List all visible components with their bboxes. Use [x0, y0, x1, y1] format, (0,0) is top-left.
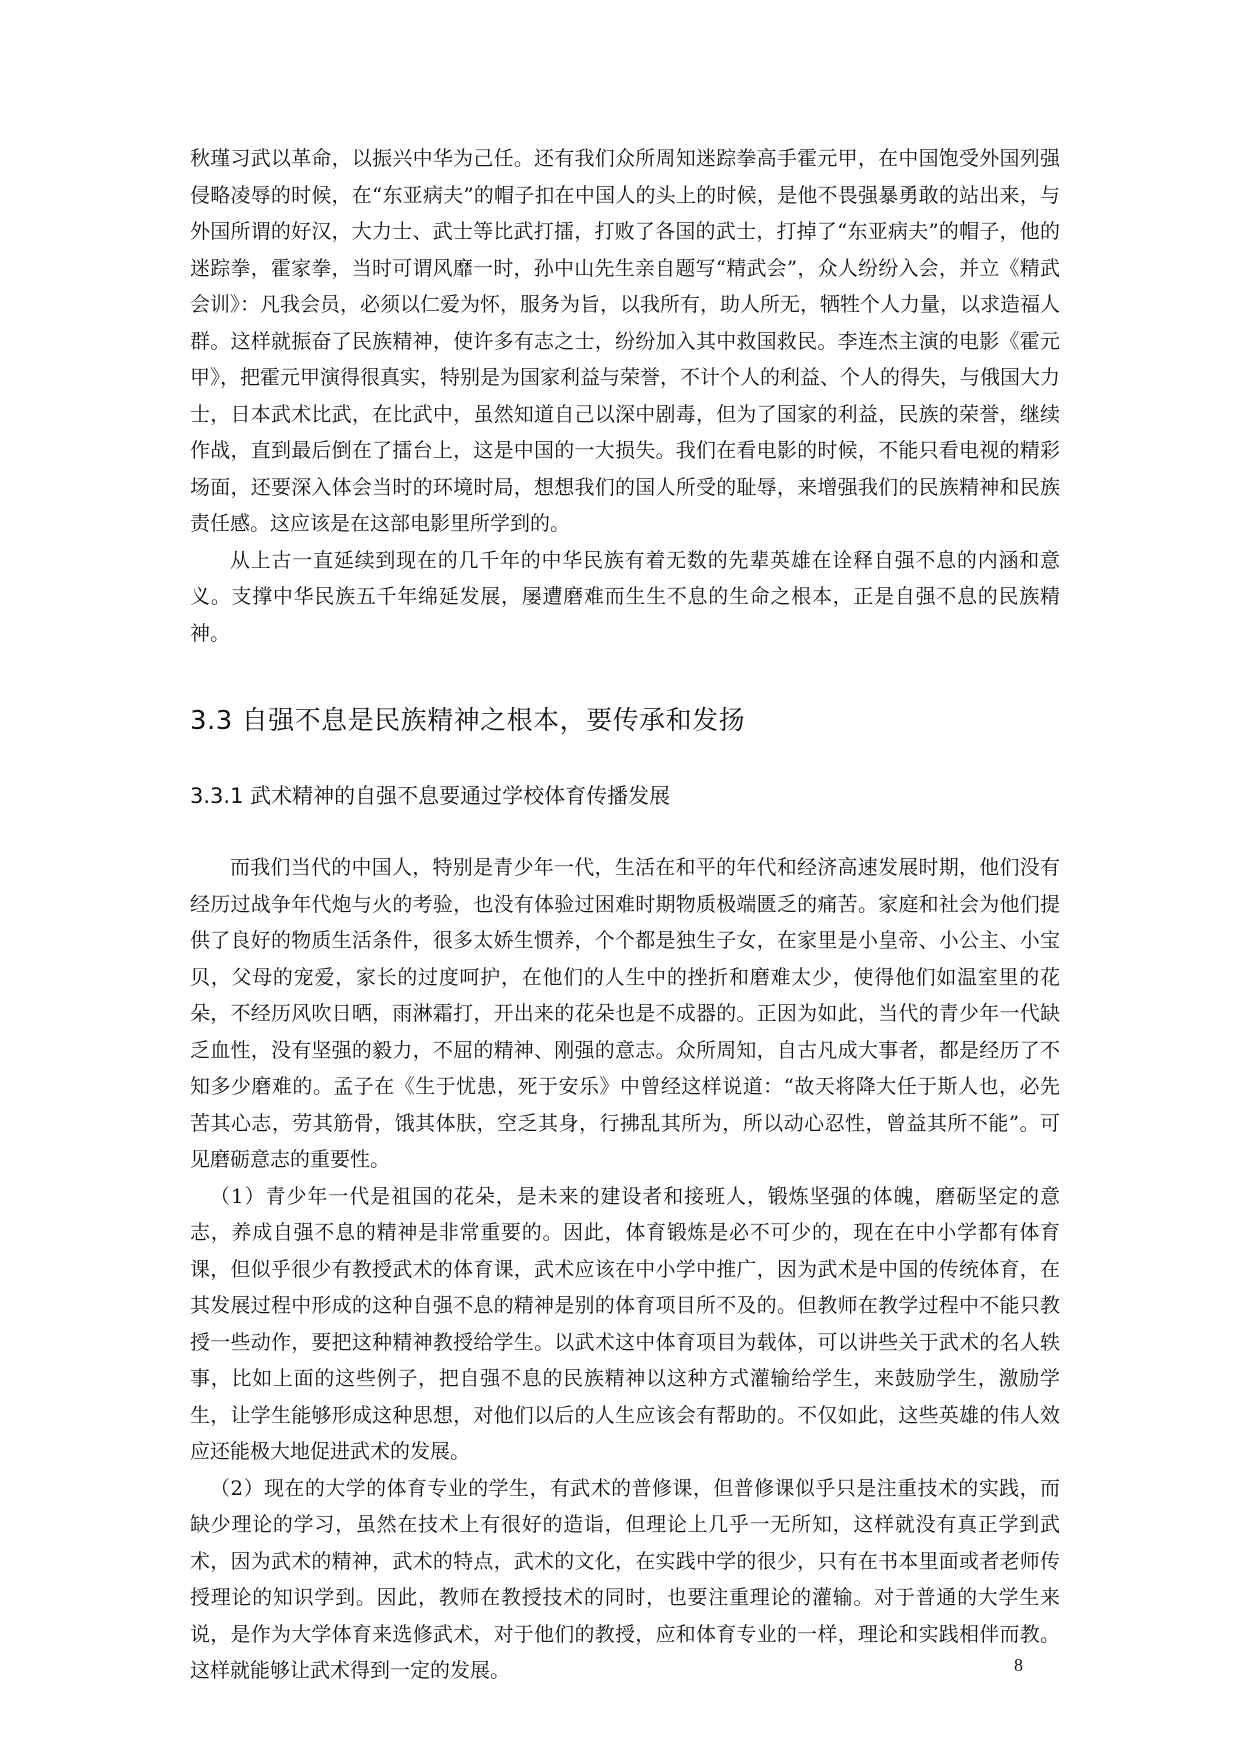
paragraph-item-1: （1）青少年一代是祖国的花朵，是未来的建设者和接班人，锻炼坚强的体魄，磨砺坚定的意志，养成自强不息的精神是非常重要的。因此，体育锻炼是必不可少的，现在在中小学都有体育课，但似乎很少有教授武术的体育课，武术应该在中小学中推广，因为武术是中国的传统体育，在其发展过程中形成的这种自强不息的精神是别的体育项目所不及的。但教师在教学过程中不能只教授一些动作，要把这种精神教授给学生。以武术这中体育项目为载体，可以讲些关于武术的名人轶事，比如上面的这些例子，把自强不息的民族精神以这种方式灌输给学生，来鼓励学生，激励学生，让学生能够形成这种思想，对他们以后的人生应该会有帮助的。不仅如此，这些英雄的伟人效应还能极大地促进武术的发展。: [190, 1183, 1060, 1463]
paragraph-item-2: （2）现在的大学的体育专业的学生，有武术的普修课，但普修课似乎只是注重技术的实践，而缺少理论的学习，虽然在技术上有很好的造诣，但理论上几乎一无所知，这样就没有真正学到武术，因为武术的精神，武术的特点，武术的文化，在实践中学的很少，只有在书本里面或者老师传授理论的知识学到。因此，教师在教授技术的同时，也要注重理论的灌输。对于普通的大学生来说，是作为大学体育来选修武术，对于他们的教授，应和体育专业的一样，理论和实践相伴而教。这样就能够让武术得到一定的发展。: [190, 1475, 1060, 1682]
subsection-heading: 3.3.1 武术精神的自强不息要通过学校体育传播发展: [190, 784, 671, 808]
page-body: [190, 140, 1060, 1689]
paragraph-summary: 从上古一直延续到现在的几千年的中华民族有着无数的先辈英雄在诠释自强不息的内涵和意义。支撑中华民族五千年绵延发展，屡遭磨难而生生不息的生命之根本，正是自强不息的民族精神。: [190, 547, 1060, 645]
section-heading: 3.3 自强不息是民族精神之根本，要传承和发扬: [190, 706, 746, 736]
paragraph-intro: 而我们当代的中国人，特别是青少年一代，生活在和平的年代和经济高速发展时期，他们没有经历过战争年代炮与火的考验，也没有体验过困难时期物质极端匮乏的痛苦。家庭和社会为他们提供了良好的物质生活条件，很多太娇生惯养，个个都是独生子女，在家里是小皇帝、小公主、小宝贝，父母的宠爱，家长的过度呵护，在他们的人生中的挫折和磨难太少，使得他们如温室里的花朵，不经历风吹日晒，雨淋霜打，开出来的花朵也是不成器的。正因为如此，当代的青少年一代缺乏血性，没有坚强的毅力，不屈的精神、刚强的意志。众所周知，自古凡成大事者，都是经历了不知多少磨难的。孟子在《生于忧患，死于安乐》中曾经这样说道：“故天将降大任于斯人也，必先苦其心志，劳其筋骨，饿其体肤，空乏其身，行拂乱其所为，所以动心忍性，曾益其所不能”。可见磨砺意志的重要性。: [190, 855, 1060, 1171]
paragraph-continuation: 秋瑾习武以革命，以振兴中华为己任。还有我们众所周知迷踪拳高手霍元甲，在中国饱受外国列强侵略凌辱的时候，在“东亚病夫”的帽子扣在中国人的头上的时候，是他不畏强暴勇敢的站出来，与外国所谓的好汉，大力士、武士等比武打擂，打败了各国的武士，打掉了“东亚病夫”的帽子，他的迷踪拳，霍家拳，当时可谓风靡一时，孙中山先生亲自题写“精武会”，众人纷纷入会，并立《精武会训》：凡我会员，必须以仁爱为怀，服务为旨，以我所有，助人所无，牺牲个人力量，以求造福人群。这样就振奋了民族精神，使许多有志之士，纷纷加入其中救国救民。李连杰主演的电影《霍元甲》，把霍元甲演得很真实，特别是为国家利益与荣誉，不计个人的利益、个人的得失，与俄国大力士，日本武术比武，在比武中，虽然知道自己以深中剧毒，但为了国家的利益，民族的荣誉，继续作战，直到最后倒在了擂台上，这是中国的一大损失。我们在看电影的时候，不能只看电视的精彩场面，还要深入体会当时的环境时局，想想我们的国人所受的耻辱，来增强我们的民族精神和民族责任感。这应该是在这部电影里所学到的。: [190, 146, 1060, 535]
page-number: 8: [1014, 1655, 1023, 1675]
